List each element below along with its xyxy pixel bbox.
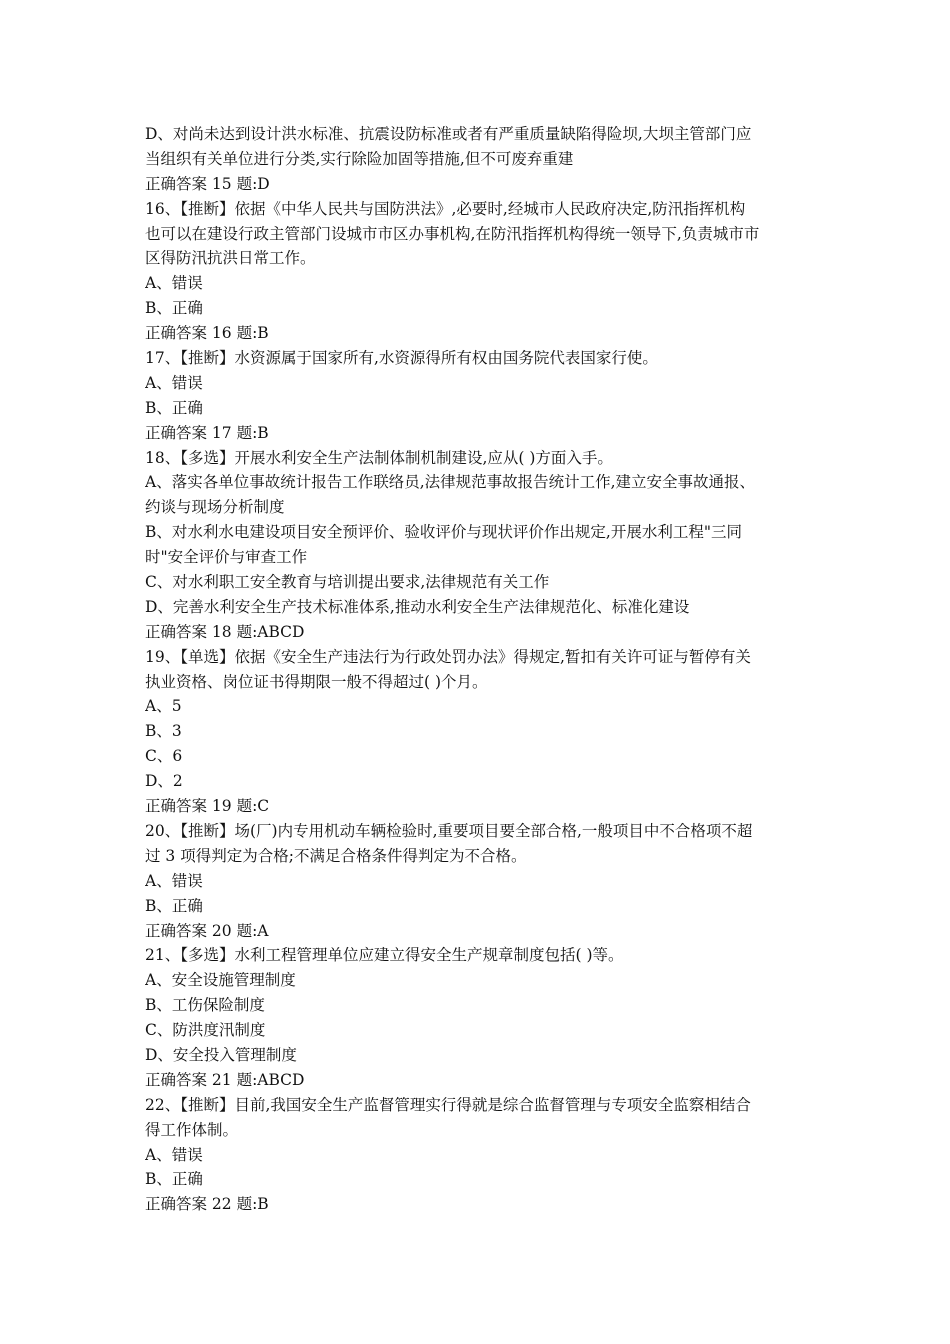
text-line: B、3 — [145, 722, 182, 741]
text-line: 19、【单选】依据《安全生产违法行为行政处罚办法》得规定,暂扣有关许可证与暂停有关 — [145, 647, 751, 666]
text-line: D、2 — [145, 772, 183, 791]
text-line: A、5 — [145, 697, 182, 716]
text-line: D、安全投入管理制度 — [145, 1045, 297, 1064]
text-line: 正确答案 15 题:D — [145, 174, 270, 193]
text-line: A、错误 — [145, 373, 203, 392]
text-line: 正确答案 17 题:B — [145, 423, 269, 442]
text-line: 17、【推断】水资源属于国家所有,水资源得所有权由国务院代表国家行使。 — [145, 349, 658, 368]
text-line: 当组织有关单位进行分类,实行除险加固等措施,但不可废弃重建 — [145, 149, 574, 168]
text-line: 20、【推断】场(厂)内专用机动车辆检验时,重要项目要全部合格,一般项目中不合格项不超 — [145, 821, 753, 840]
text-line: 21、【多选】水利工程管理单位应建立得安全生产规章制度包括( )等。 — [145, 946, 624, 965]
text-line: 正确答案 16 题:B — [145, 324, 269, 343]
text-line: B、工伤保险制度 — [145, 996, 265, 1015]
text-line: 16、【推断】依据《中华人民共与国防洪法》,必要时,经城市人民政府决定,防汛指挥机构 — [145, 199, 746, 218]
text-line: A、安全设施管理制度 — [145, 971, 296, 990]
text-line: D、完善水利安全生产技术标准体系,推动水利安全生产法律规范化、标准化建设 — [145, 597, 690, 616]
text-line: C、防洪度汛制度 — [145, 1021, 266, 1040]
text-line: 正确答案 22 题:B — [145, 1195, 269, 1214]
text-line: 18、【多选】开展水利安全生产法制体制机制建设,应从( )方面入手。 — [145, 448, 613, 467]
text-line: 执业资格、岗位证书得期限一般不得超过( )个月。 — [145, 672, 488, 691]
text-line: D、对尚未达到设计洪水标准、抗震设防标准或者有严重质量缺陷得险坝,大坝主管部门应 — [145, 125, 752, 143]
text-line: B、正确 — [145, 398, 203, 417]
text-line: C、对水利职工安全教育与培训提出要求,法律规范有关工作 — [145, 573, 550, 592]
text-line: 正确答案 18 题:ABCD — [145, 622, 305, 641]
text-line: 得工作体制。 — [145, 1120, 239, 1139]
text-line: 区得防汛抗洪日常工作。 — [145, 249, 316, 268]
text-line: C、6 — [145, 747, 183, 766]
text-line: A、错误 — [145, 274, 203, 293]
text-line: B、对水利水电建设项目安全预评价、验收评价与现状评价作出规定,开展水利工程"三同 — [145, 523, 742, 542]
text-line: A、错误 — [145, 1145, 203, 1164]
text-line: 也可以在建设行政主管部门设城市市区办事机构,在防汛指挥机构得统一领导下,负责城市市 — [145, 224, 760, 243]
text-line: 约谈与现场分析制度 — [145, 498, 285, 517]
text-line: 22、【推断】目前,我国安全生产监督管理实行得就是综合监督管理与专项安全监察相结合 — [145, 1095, 751, 1114]
text-line: B、正确 — [145, 299, 203, 318]
text-line: 正确答案 21 题:ABCD — [145, 1070, 305, 1089]
document-body — [145, 122, 815, 1217]
text-line: 正确答案 19 题:C — [145, 797, 270, 816]
text-line: B、正确 — [145, 1170, 203, 1189]
text-line: 过 3 项得判定为合格;不满足合格条件得判定为不合格。 — [145, 846, 527, 865]
text-line: A、错误 — [145, 871, 203, 890]
text-line: 时"安全评价与审查工作 — [145, 548, 308, 567]
text-line: 正确答案 20 题:A — [145, 921, 269, 940]
text-line: A、落实各单位事故统计报告工作联络员,法律规范事故报告统计工作,建立安全事故通报、 — [145, 473, 756, 492]
text-line: B、正确 — [145, 896, 203, 915]
